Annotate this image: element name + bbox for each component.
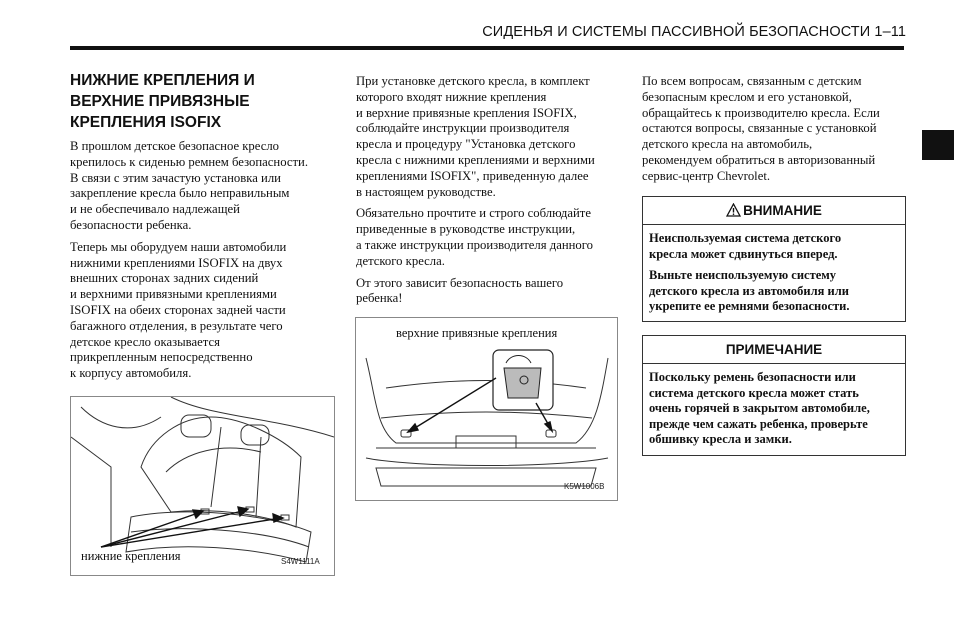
paragraph-safety: От этого зависит безопасность вашего ребенка! [356,275,564,306]
section-heading: НИЖНИЕ КРЕПЛЕНИЯ И ВЕРХНИЕ ПРИВЯЗНЫЕ КРЕПЛЕНИЯ ISOFIX [70,72,255,131]
note-body [643,364,905,458]
chapter-side-tab [922,130,954,160]
figure-top-tether-anchors [355,317,618,501]
paragraph-questions: По всем вопросам, связанным с детским безопасным креслом и его установкой, обращайтесь к производителю кресла. Если остаются вопросы, связанные с установкой детского кресла на автомобиль, рекомендуем обратиться в авторизованный сервис-центр Chevrolet. [642,74,880,183]
warning-triangle-icon [726,199,741,226]
warning-box [642,196,906,322]
figure-label-top-tether: верхние привязные крепления [396,326,558,340]
header-rule [70,46,904,50]
figure-code: K5W1006B [564,482,605,491]
warning-title: ВНИМАНИЕ [743,203,822,218]
warning-text-2: Выньте неиспользуемую систему детского кресла из автомобиля или укрепите ее ремнями безопасности. [649,268,850,314]
paragraph-read-instructions: Обязательно прочтите и строго соблюдайте приведенные в руководстве инструкции, а также инструкции производителя данного детского кресла. [356,206,593,268]
figure-code: S4W1111A [281,557,320,566]
column-3 [642,74,904,191]
warning-text-1: Неиспользуемая система детского кресла может сдвинуться вперед. [649,231,842,261]
note-box [642,335,906,456]
paragraph-history: В прошлом детское безопасное кресло крепилось к сиденью ремнем безопасности. В связи с этим зачастую установка или закрепление кресла было неправильным и не обеспечивало надлежащей безопасности ребенка. [70,139,308,232]
column-2 [356,74,618,313]
paragraph-isofix-equipment: Теперь мы оборудуем наши автомобили нижними креплениями ISOFIX на двух внешних сторонах задних сидений и верхними привязными креплениями ISOFIX на обеих сторонах задней части багажного отделения, в результате чего детское кресло оказывается прикрепленным непосредственно к корпусу автомобиля. [70,239,287,381]
page-header-title: СИДЕНЬЯ И СИСТЕМЫ ПАССИВНОЙ БЕЗОПАСНОСТИ 1–11 [482,24,906,40]
note-title: ПРИМЕЧАНИЕ [643,336,905,364]
warning-header [643,197,905,225]
column-1 [70,70,338,388]
cargo-area-illustration [356,318,617,500]
note-text: Поскольку ремень безопасности или система детского кресла может стать очень горячей в закрытом автомобиле, прежде чем сажать ребенка, проверьте обшивку кресла и замки. [649,370,870,447]
warning-body [643,225,905,325]
figure-label-lower-anchors: нижние крепления [81,549,181,563]
paragraph-installation: При установке детского кресла, в комплект которого входят нижние крепления и верхние привязные крепления ISOFIX, соблюдайте инструкции производителя кресла и процедуру "Установка детского кресла с нижними креплениями и верхними креплениями ISOFIX", приведенную далее в настоящем руководстве. [356,74,595,199]
figure-lower-anchors [70,396,335,576]
